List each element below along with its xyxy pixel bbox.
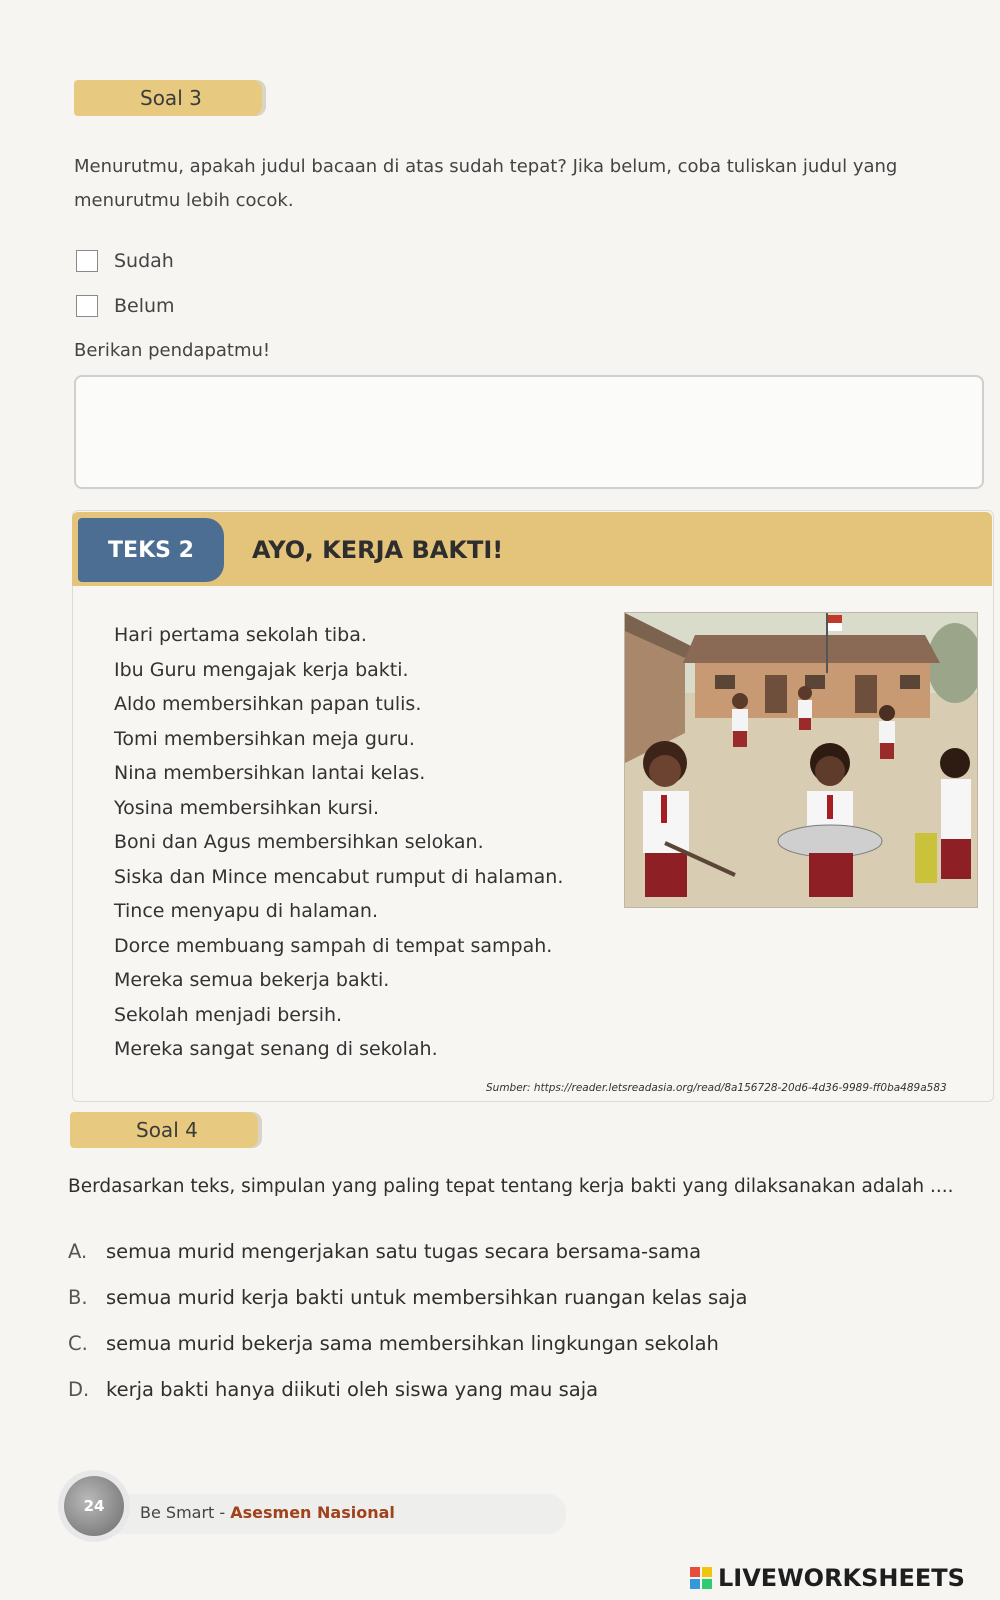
option-letter: C.: [68, 1331, 88, 1355]
option-a[interactable]: [68, 1228, 747, 1274]
option-c[interactable]: [68, 1320, 747, 1366]
footer-series-prefix: Be Smart -: [140, 1503, 231, 1522]
footer-series-name: Asesmen Nasional: [230, 1503, 395, 1522]
footer-series: [140, 1503, 395, 1522]
soal-3-question-line1: Menurutmu, apakah judul bacaan di atas sudah tepat? Jika belum, coba tuliskan judul yang: [74, 156, 898, 177]
page-number: 24: [64, 1476, 124, 1536]
option-letter: A.: [68, 1239, 88, 1263]
option-b[interactable]: [68, 1274, 747, 1320]
soal-3-tag: Soal 3: [74, 80, 266, 116]
option-letter: D.: [68, 1377, 90, 1401]
watermark-text: LIVEWORKSHEETS: [718, 1564, 965, 1592]
opinion-input[interactable]: [76, 377, 986, 491]
soal-4-options: [68, 1228, 747, 1412]
option-sudah-label: Sudah: [114, 250, 174, 272]
sudah-checkbox[interactable]: [76, 250, 98, 272]
source-citation: Sumber: https://reader.letsreadasia.org/read/8a156728-20d6-4d36-9989-ff0ba489a583: [486, 1082, 947, 1094]
story-line: Mereka sangat senang di sekolah.: [114, 1038, 438, 1060]
option-d[interactable]: [68, 1366, 747, 1412]
story-line: Nina membersihkan lantai kelas.: [114, 762, 426, 784]
text-2-title: AYO, KERJA BAKTI!: [252, 536, 504, 564]
story-line: Dorce membuang sampah di tempat sampah.: [114, 934, 553, 957]
kerja-bakti-illustration: [624, 612, 978, 908]
story-line: Sekolah menjadi bersih.: [114, 1003, 343, 1026]
story-line: Tomi membersihkan meja guru.: [114, 727, 415, 750]
story-line: Mereka semua bekerja bakti.: [114, 969, 390, 991]
option-sudah[interactable]: [76, 250, 174, 272]
story-line: Yosina membersihkan kursi.: [114, 796, 379, 819]
story-line: Hari pertama sekolah tiba.: [114, 624, 367, 646]
option-belum-label: Belum: [114, 295, 175, 317]
story-text: [114, 618, 563, 1067]
liveworksheets-watermark: [690, 1564, 965, 1592]
soal-4-question: Berdasarkan teks, simpulan yang paling tepat tentang kerja bakti yang dilaksanakan adalah ....: [68, 1176, 954, 1197]
soal-3-question-line2: menurutmu lebih cocok.: [74, 190, 294, 211]
option-letter: B.: [68, 1285, 88, 1309]
option-text: semua murid mengerjakan satu tugas secara bersama-sama: [106, 1239, 702, 1263]
liveworksheets-logo-icon: [690, 1567, 712, 1589]
text-2-tag: TEKS 2: [78, 518, 224, 582]
option-text: kerja bakti hanya diikuti oleh siswa yang mau saja: [106, 1377, 599, 1401]
option-text: semua murid bekerja sama membersihkan lingkungan sekolah: [106, 1331, 719, 1355]
soal-4-tag: Soal 4: [70, 1112, 262, 1148]
kerja-bakti-drawing: [625, 613, 977, 907]
story-line: Aldo membersihkan papan tulis.: [114, 693, 422, 715]
opinion-prompt: Berikan pendapatmu!: [74, 340, 271, 361]
story-line: Tince menyapu di halaman.: [114, 900, 379, 922]
option-belum[interactable]: [76, 295, 175, 317]
story-line: Boni dan Agus membersihkan selokan.: [114, 831, 484, 853]
opinion-answer-box[interactable]: [74, 375, 984, 489]
story-line: Siska dan Mince mencabut rumput di halaman.: [114, 865, 564, 888]
option-text: semua murid kerja bakti untuk membersihkan ruangan kelas saja: [106, 1285, 748, 1309]
story-line: Ibu Guru mengajak kerja bakti.: [114, 658, 409, 681]
belum-checkbox[interactable]: [76, 295, 98, 317]
